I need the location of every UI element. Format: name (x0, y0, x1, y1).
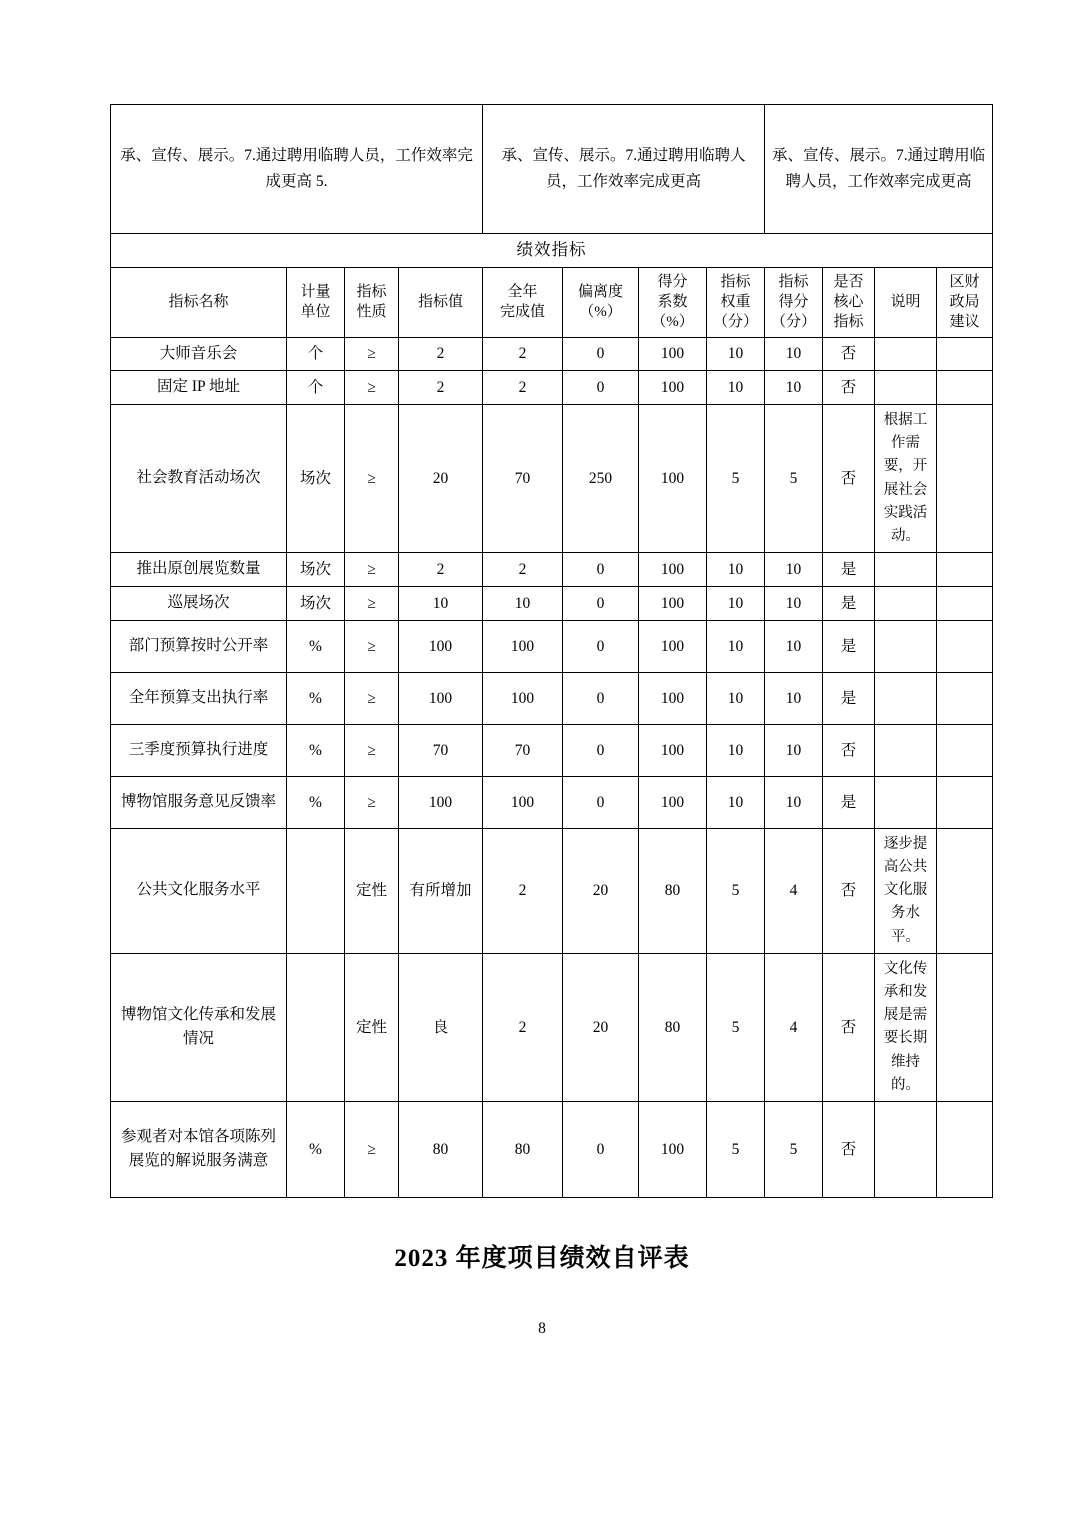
column-header-score-line1: 指标 (778, 273, 809, 290)
table-row (111, 553, 993, 587)
cell-unit: 个 (287, 371, 345, 405)
cell-weight: 10 (707, 371, 765, 405)
cell-coefficient: 80 (639, 828, 707, 953)
cell-core: 是 (823, 776, 875, 828)
column-header-coefficient-line3: （%） (651, 314, 694, 331)
cell-coefficient: 100 (639, 553, 707, 587)
cell-note (875, 776, 937, 828)
column-header-weight (707, 267, 765, 337)
cell-target: 有所增加 (399, 828, 483, 953)
column-header-score-line3: （分） (771, 314, 817, 331)
cell-target: 2 (399, 371, 483, 405)
cell-unit (287, 828, 345, 953)
cell-actual: 100 (483, 672, 563, 724)
cell-core: 否 (823, 953, 875, 1101)
column-header-coefficient-line1: 得分 (657, 273, 688, 290)
table-row-continued-text (111, 105, 993, 234)
cell-note: 根据工作需要，开展社会实践活动。 (875, 405, 937, 553)
column-header-actual-line2: 完成值 (500, 304, 546, 321)
performance-indicator-table (110, 104, 993, 1198)
cell-deviation: 0 (563, 620, 639, 672)
cell-actual: 10 (483, 587, 563, 621)
cell-weight: 10 (707, 620, 765, 672)
column-header-advice-line1: 区财 (949, 273, 980, 290)
cell-advice (937, 672, 993, 724)
cell-actual: 2 (483, 371, 563, 405)
cell-weight: 5 (707, 1101, 765, 1197)
cell-deviation: 250 (563, 405, 639, 553)
cell-deviation: 20 (563, 828, 639, 953)
column-header-unit (287, 267, 345, 337)
cell-core: 否 (823, 724, 875, 776)
cell-score: 5 (765, 1101, 823, 1197)
cell-coefficient: 100 (639, 672, 707, 724)
cell-unit: % (287, 724, 345, 776)
column-header-weight-line2: 权重 (720, 294, 751, 310)
cell-note (875, 724, 937, 776)
cell-indicator-name: 参观者对本馆各项陈列展览的解说服务满意 (111, 1101, 287, 1197)
cell-deviation: 20 (563, 953, 639, 1101)
cell-coefficient: 100 (639, 1101, 707, 1197)
continued-text-cell-1: 承、宣传、展示。7.通过聘用临聘人员，工作效率完成更高 5. (111, 105, 483, 234)
column-header-core-line1: 是否 (833, 273, 864, 290)
cell-deviation: 0 (563, 672, 639, 724)
cell-indicator-name: 博物馆服务意见反馈率 (111, 776, 287, 828)
cell-score: 10 (765, 587, 823, 621)
cell-core: 否 (823, 337, 875, 371)
cell-nature: ≥ (345, 587, 399, 621)
cell-nature: 定性 (345, 828, 399, 953)
cell-unit: 场次 (287, 553, 345, 587)
cell-actual: 2 (483, 828, 563, 953)
cell-coefficient: 100 (639, 371, 707, 405)
cell-advice (937, 553, 993, 587)
cell-nature: ≥ (345, 405, 399, 553)
cell-target: 80 (399, 1101, 483, 1197)
cell-coefficient: 100 (639, 776, 707, 828)
cell-nature: ≥ (345, 620, 399, 672)
cell-deviation: 0 (563, 776, 639, 828)
cell-deviation: 0 (563, 587, 639, 621)
table-row (111, 724, 993, 776)
column-header-target-value: 指标值 (399, 267, 483, 337)
column-header-nature-line2: 性质 (356, 304, 387, 321)
cell-actual: 80 (483, 1101, 563, 1197)
cell-weight: 10 (707, 587, 765, 621)
column-header-nature-line1: 指标 (356, 283, 387, 300)
cell-target: 10 (399, 587, 483, 621)
table-row-section-title (111, 234, 993, 268)
cell-unit: 个 (287, 337, 345, 371)
cell-coefficient: 100 (639, 724, 707, 776)
column-header-unit-line1: 计量 (300, 283, 331, 300)
table-row (111, 672, 993, 724)
cell-score: 10 (765, 553, 823, 587)
table-row (111, 620, 993, 672)
cell-actual: 70 (483, 724, 563, 776)
cell-advice (937, 1101, 993, 1197)
cell-actual: 2 (483, 953, 563, 1101)
cell-nature: ≥ (345, 337, 399, 371)
cell-target: 100 (399, 620, 483, 672)
cell-weight: 5 (707, 953, 765, 1101)
column-header-core-line2: 核心 (833, 294, 864, 310)
cell-note (875, 337, 937, 371)
cell-score: 4 (765, 953, 823, 1101)
cell-coefficient: 100 (639, 337, 707, 371)
cell-unit: % (287, 1101, 345, 1197)
cell-indicator-name: 大师音乐会 (111, 337, 287, 371)
cell-coefficient: 100 (639, 620, 707, 672)
cell-score: 10 (765, 776, 823, 828)
cell-core: 否 (823, 371, 875, 405)
cell-weight: 5 (707, 405, 765, 553)
cell-deviation: 0 (563, 1101, 639, 1197)
cell-unit: 场次 (287, 587, 345, 621)
cell-deviation: 0 (563, 553, 639, 587)
cell-score: 10 (765, 672, 823, 724)
cell-indicator-name: 全年预算支出执行率 (111, 672, 287, 724)
cell-target: 100 (399, 672, 483, 724)
table-row (111, 953, 993, 1101)
cell-nature: ≥ (345, 672, 399, 724)
cell-indicator-name: 固定 IP 地址 (111, 371, 287, 405)
cell-note (875, 553, 937, 587)
cell-score: 4 (765, 828, 823, 953)
cell-weight: 10 (707, 776, 765, 828)
cell-nature: ≥ (345, 553, 399, 587)
cell-core: 否 (823, 405, 875, 553)
column-header-indicator-name: 指标名称 (111, 267, 287, 337)
cell-indicator-name: 社会教育活动场次 (111, 405, 287, 553)
cell-nature: ≥ (345, 1101, 399, 1197)
cell-advice (937, 587, 993, 621)
cell-target: 2 (399, 337, 483, 371)
cell-coefficient: 100 (639, 587, 707, 621)
cell-actual: 100 (483, 620, 563, 672)
cell-target: 100 (399, 776, 483, 828)
table-row (111, 1101, 993, 1197)
cell-advice (937, 776, 993, 828)
cell-score: 5 (765, 405, 823, 553)
column-header-advice-line2: 政局 (949, 294, 980, 310)
cell-unit: 场次 (287, 405, 345, 553)
cell-note (875, 587, 937, 621)
cell-actual: 70 (483, 405, 563, 553)
cell-advice (937, 828, 993, 953)
cell-score: 10 (765, 620, 823, 672)
cell-target: 良 (399, 953, 483, 1101)
cell-actual: 100 (483, 776, 563, 828)
cell-core: 是 (823, 672, 875, 724)
column-header-nature (345, 267, 399, 337)
cell-note (875, 1101, 937, 1197)
cell-weight: 10 (707, 724, 765, 776)
cell-target: 2 (399, 553, 483, 587)
column-header-core (823, 267, 875, 337)
cell-weight: 10 (707, 672, 765, 724)
cell-advice (937, 371, 993, 405)
cell-indicator-name: 巡展场次 (111, 587, 287, 621)
cell-advice (937, 724, 993, 776)
cell-target: 70 (399, 724, 483, 776)
column-header-unit-line2: 单位 (300, 304, 331, 321)
cell-score: 10 (765, 724, 823, 776)
cell-nature: ≥ (345, 724, 399, 776)
cell-unit: % (287, 672, 345, 724)
table-row (111, 371, 993, 405)
table-row (111, 337, 993, 371)
cell-coefficient: 80 (639, 953, 707, 1101)
cell-note: 逐步提高公共文化服务水平。 (875, 828, 937, 953)
table-header-row (111, 267, 993, 337)
cell-advice (937, 405, 993, 553)
cell-core: 是 (823, 553, 875, 587)
cell-note (875, 672, 937, 724)
cell-core: 是 (823, 620, 875, 672)
table-row (111, 828, 993, 953)
column-header-coefficient (639, 267, 707, 337)
column-header-deviation-line1: 偏离度 (578, 283, 624, 300)
cell-nature: ≥ (345, 371, 399, 405)
cell-indicator-name: 三季度预算执行进度 (111, 724, 287, 776)
column-header-weight-line3: （分） (713, 314, 759, 331)
column-header-actual-line1: 全年 (507, 283, 538, 300)
cell-indicator-name: 公共文化服务水平 (111, 828, 287, 953)
page-number: 8 (538, 1319, 546, 1337)
cell-indicator-name: 部门预算按时公开率 (111, 620, 287, 672)
cell-core: 否 (823, 1101, 875, 1197)
cell-core: 否 (823, 828, 875, 953)
cell-actual: 2 (483, 553, 563, 587)
column-header-core-line3: 指标 (833, 314, 864, 331)
cell-deviation: 0 (563, 371, 639, 405)
cell-deviation: 0 (563, 724, 639, 776)
cell-unit (287, 953, 345, 1101)
column-header-weight-line1: 指标 (720, 273, 751, 290)
cell-coefficient: 100 (639, 405, 707, 553)
cell-score: 10 (765, 337, 823, 371)
page-title: 2023 年度项目绩效自评表 (394, 1244, 690, 1272)
cell-nature: 定性 (345, 953, 399, 1101)
cell-deviation: 0 (563, 337, 639, 371)
cell-indicator-name: 博物馆文化传承和发展情况 (111, 953, 287, 1101)
cell-note: 文化传承和发展是需要长期维持的。 (875, 953, 937, 1101)
continued-text-cell-3: 承、宣传、展示。7.通过聘用临聘人员，工作效率完成更高 (765, 105, 993, 234)
cell-unit: % (287, 776, 345, 828)
cell-indicator-name: 推出原创展览数量 (111, 553, 287, 587)
cell-target: 20 (399, 405, 483, 553)
cell-advice (937, 953, 993, 1101)
table-row (111, 405, 993, 553)
column-header-actual-value (483, 267, 563, 337)
cell-nature: ≥ (345, 776, 399, 828)
continued-text-cell-2: 承、宣传、展示。7.通过聘用临聘人员，工作效率完成更高 (483, 105, 765, 234)
column-header-score (765, 267, 823, 337)
cell-note (875, 371, 937, 405)
cell-core: 是 (823, 587, 875, 621)
column-header-score-line2: 得分 (778, 294, 809, 310)
cell-weight: 5 (707, 828, 765, 953)
cell-actual: 2 (483, 337, 563, 371)
section-title: 绩效指标 (111, 234, 993, 268)
cell-score: 10 (765, 371, 823, 405)
cell-unit: % (287, 620, 345, 672)
table-row (111, 776, 993, 828)
column-header-coefficient-line2: 系数 (657, 294, 688, 310)
column-header-deviation-line2: （%） (579, 304, 622, 321)
column-header-deviation (563, 267, 639, 337)
cell-advice (937, 620, 993, 672)
column-header-note: 说明 (875, 267, 937, 337)
table-row (111, 587, 993, 621)
cell-weight: 10 (707, 553, 765, 587)
column-header-advice-line3: 建议 (949, 314, 980, 331)
column-header-advice (937, 267, 993, 337)
cell-weight: 10 (707, 337, 765, 371)
cell-advice (937, 337, 993, 371)
cell-note (875, 620, 937, 672)
